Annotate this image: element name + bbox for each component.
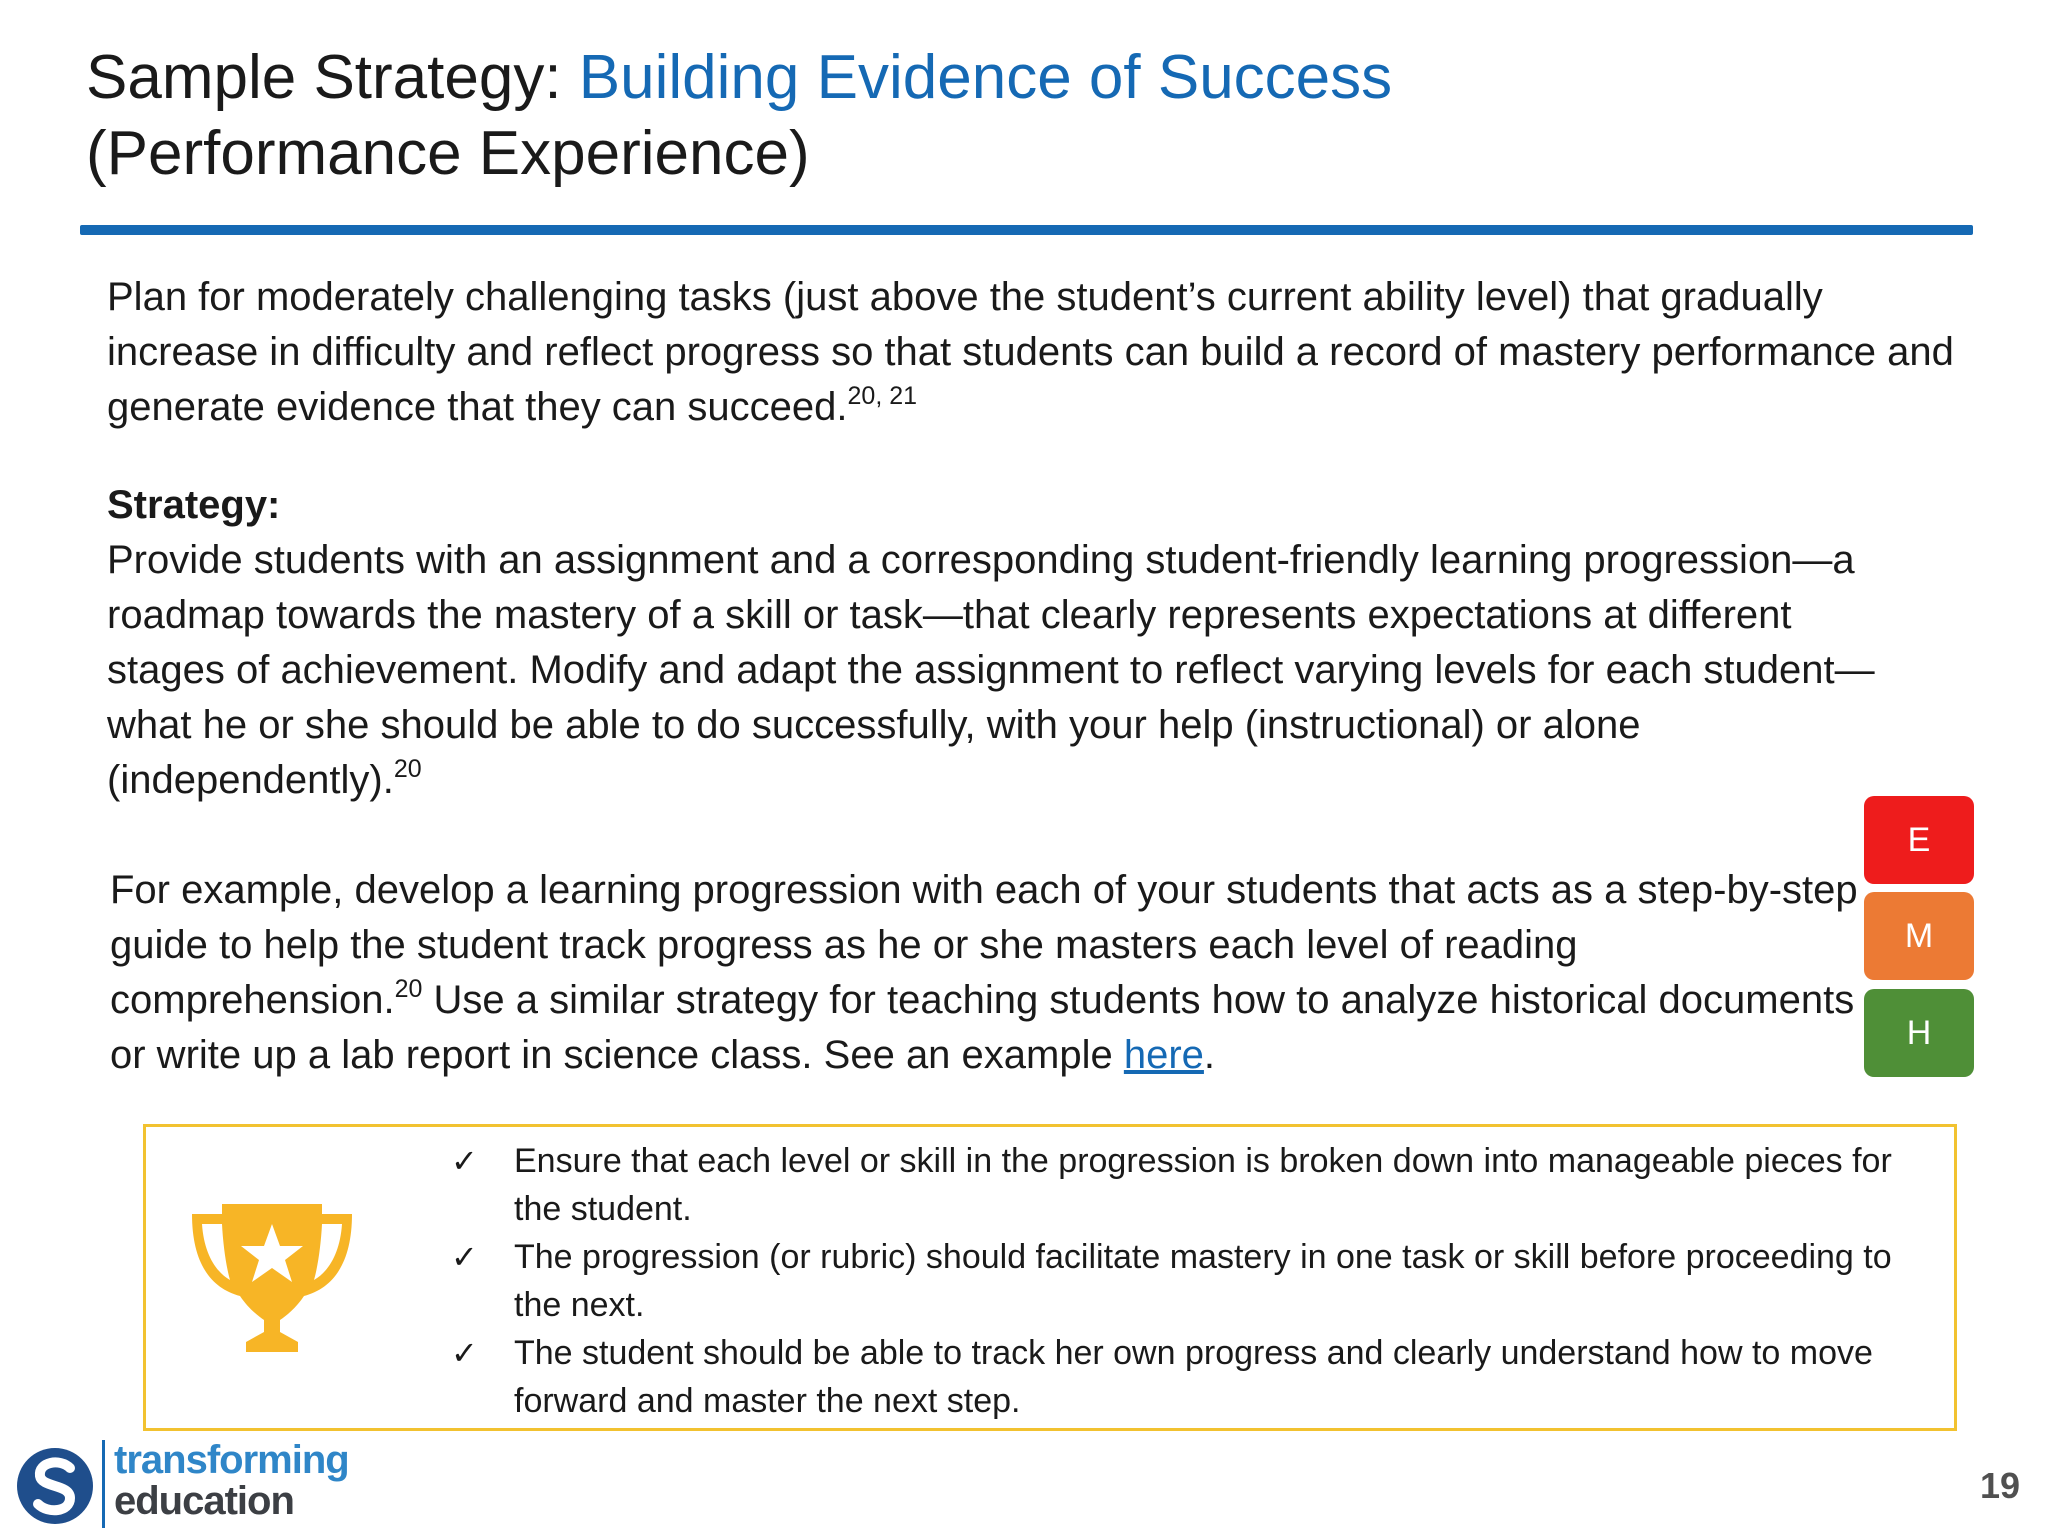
- tip-text: The progression (or rubric) should facilitate mastery in one task or skill before proceeding to the next.: [514, 1238, 1892, 1324]
- logo-mark-icon: [16, 1444, 94, 1528]
- example-text-1: For example, develop a learning progression with each of your students that acts as a step-by-step guide to help the student track progress as he or she masters each level of reading comprehension.: [110, 868, 1858, 1022]
- intro-text: Plan for moderately challenging tasks (just above the student’s current ability level) that gradually increase in difficulty and reflect progress so that students can build a record of mastery performance and generate evidence that they can succeed.: [107, 275, 1954, 429]
- checkmark-icon: ✓: [451, 1238, 478, 1276]
- tips-box: [143, 1124, 1957, 1431]
- title-divider: [80, 225, 1973, 235]
- tip-text: Ensure that each level or skill in the progression is broken down into manageable pieces for the student.: [514, 1142, 1892, 1228]
- example-text-2: Use a similar strategy for teaching students how to analyze historical documents or write up a lab report in science class. See an example: [110, 978, 1855, 1077]
- tip-text: The student should be able to track her own progress and clearly understand how to move forward and master the next step.: [514, 1334, 1873, 1420]
- page-number: 19: [1979, 1465, 2020, 1506]
- tips-list: [446, 1137, 1946, 1425]
- checkmark-icon: ✓: [451, 1334, 478, 1372]
- tip-item: [446, 1329, 1946, 1425]
- example-paragraph: [110, 863, 1860, 1083]
- strategy-citation: 20: [393, 755, 422, 783]
- example-text-3: .: [1203, 1033, 1216, 1077]
- level-badge-easy: E: [1864, 796, 1974, 884]
- title-subtitle: (Performance Experience): [86, 119, 810, 188]
- example-link[interactable]: here: [1123, 1033, 1204, 1077]
- logo-text-top: transforming: [114, 1438, 349, 1482]
- logo-divider: [102, 1440, 105, 1528]
- strategy-heading: Strategy:: [107, 483, 281, 527]
- tip-item: [446, 1233, 1946, 1329]
- intro-paragraph: [107, 270, 1967, 435]
- checkmark-icon: ✓: [451, 1142, 478, 1180]
- strategy-text: Provide students with an assignment and a corresponding student-friendly learning progression—a roadmap towards the mastery of a skill or task—that clearly represents expectations at different stages of achievement. Modify and adapt the assignment to reflect varying levels for each student—what he or she should be able to do successfully, with your help (instructional) or alone (independently).: [107, 538, 1875, 802]
- title-accent: Building Evidence of Success: [578, 43, 1393, 112]
- slide-title: [86, 40, 1392, 192]
- logo-text-bottom: education: [114, 1479, 294, 1523]
- level-badge-hard: H: [1864, 989, 1974, 1077]
- level-badge-medium: M: [1864, 892, 1974, 980]
- strategy-paragraph: [107, 533, 1887, 808]
- tip-item: [446, 1137, 1946, 1233]
- title-prefix: Sample Strategy:: [86, 43, 579, 112]
- example-citation: 20: [394, 975, 423, 1003]
- transforming-education-logo: [16, 1438, 376, 1530]
- trophy-icon: [186, 1192, 358, 1364]
- intro-citation: 20, 21: [847, 382, 918, 410]
